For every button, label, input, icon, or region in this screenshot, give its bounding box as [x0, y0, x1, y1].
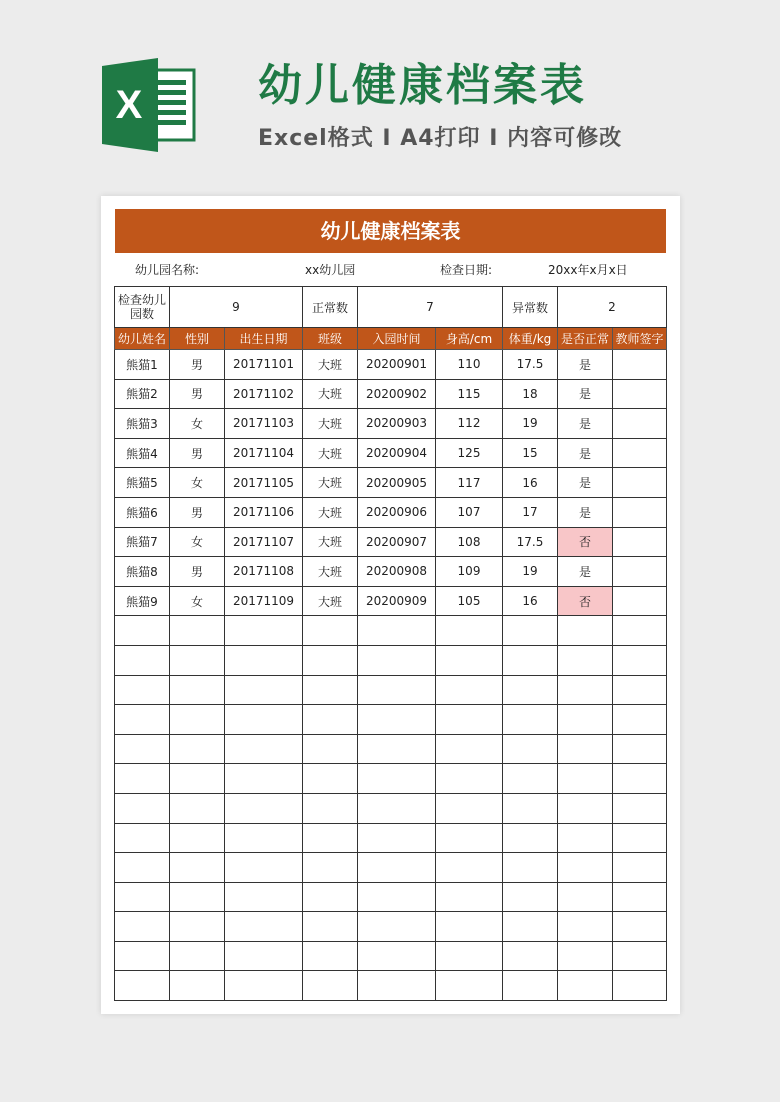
- kindergarten-name-value[interactable]: xx幼儿园: [305, 263, 356, 277]
- empty-cell[interactable]: [170, 823, 225, 853]
- empty-cell[interactable]: [358, 734, 436, 764]
- empty-cell[interactable]: [115, 912, 170, 942]
- empty-cell[interactable]: [436, 793, 503, 823]
- empty-cell[interactable]: [170, 853, 225, 883]
- empty-cell[interactable]: [358, 823, 436, 853]
- table-cell[interactable]: 大班: [303, 379, 358, 409]
- table-cell[interactable]: 熊猫2: [115, 379, 170, 409]
- table-cell[interactable]: [613, 350, 667, 380]
- empty-cell[interactable]: [436, 734, 503, 764]
- empty-cell[interactable]: [170, 705, 225, 735]
- table-cell[interactable]: 熊猫1: [115, 350, 170, 380]
- empty-cell[interactable]: [503, 971, 558, 1001]
- table-cell[interactable]: 110: [436, 350, 503, 380]
- empty-cell[interactable]: [613, 645, 667, 675]
- empty-table-row: [115, 616, 667, 646]
- empty-cell[interactable]: [303, 971, 358, 1001]
- column-header: 幼儿姓名: [115, 328, 170, 350]
- table-cell[interactable]: 20200906: [358, 497, 436, 527]
- table-cell[interactable]: [613, 379, 667, 409]
- check-date-value[interactable]: 20xx年x月x日: [548, 263, 628, 277]
- empty-cell[interactable]: [503, 764, 558, 794]
- empty-cell[interactable]: [558, 882, 613, 912]
- empty-table-row: [115, 823, 667, 853]
- empty-cell[interactable]: [436, 823, 503, 853]
- table-cell[interactable]: 20171102: [225, 379, 303, 409]
- empty-cell[interactable]: [225, 941, 303, 971]
- table-cell[interactable]: 否: [558, 586, 613, 616]
- table-cell[interactable]: 是: [558, 557, 613, 587]
- empty-table-row: [115, 675, 667, 705]
- summary-normal-label: 正常数: [303, 287, 358, 328]
- table-cell[interactable]: 125: [436, 438, 503, 468]
- table-cell[interactable]: 女: [170, 468, 225, 498]
- table-cell[interactable]: 16: [503, 468, 558, 498]
- empty-cell[interactable]: [303, 912, 358, 942]
- table-cell[interactable]: 男: [170, 557, 225, 587]
- table-cell[interactable]: 是: [558, 497, 613, 527]
- empty-cell[interactable]: [436, 853, 503, 883]
- table-cell[interactable]: 熊猫6: [115, 497, 170, 527]
- empty-cell[interactable]: [558, 941, 613, 971]
- health-record-table: [114, 286, 667, 1001]
- empty-table-row: [115, 734, 667, 764]
- table-cell[interactable]: 19: [503, 409, 558, 439]
- empty-cell[interactable]: [115, 941, 170, 971]
- table-cell[interactable]: 20200907: [358, 527, 436, 557]
- table-cell[interactable]: 大班: [303, 586, 358, 616]
- empty-cell[interactable]: [558, 853, 613, 883]
- empty-cell[interactable]: [115, 853, 170, 883]
- empty-cell[interactable]: [303, 675, 358, 705]
- empty-cell[interactable]: [558, 705, 613, 735]
- table-cell[interactable]: 否: [558, 527, 613, 557]
- empty-cell[interactable]: [558, 616, 613, 646]
- empty-cell[interactable]: [358, 941, 436, 971]
- empty-cell[interactable]: [170, 645, 225, 675]
- empty-cell[interactable]: [613, 853, 667, 883]
- empty-cell[interactable]: [503, 823, 558, 853]
- empty-cell[interactable]: [358, 764, 436, 794]
- table-cell[interactable]: 男: [170, 350, 225, 380]
- table-cell[interactable]: 是: [558, 468, 613, 498]
- table-cell[interactable]: 熊猫7: [115, 527, 170, 557]
- empty-cell[interactable]: [558, 971, 613, 1001]
- empty-cell[interactable]: [115, 882, 170, 912]
- table-row: [115, 527, 667, 557]
- table-cell[interactable]: 20171108: [225, 557, 303, 587]
- table-cell[interactable]: 17: [503, 497, 558, 527]
- table-cell[interactable]: 是: [558, 438, 613, 468]
- empty-cell[interactable]: [303, 616, 358, 646]
- table-cell[interactable]: [613, 468, 667, 498]
- table-cell[interactable]: 20200901: [358, 350, 436, 380]
- empty-cell[interactable]: [613, 823, 667, 853]
- empty-cell[interactable]: [225, 705, 303, 735]
- empty-cell[interactable]: [303, 823, 358, 853]
- empty-cell[interactable]: [358, 971, 436, 1001]
- empty-cell[interactable]: [303, 705, 358, 735]
- table-cell[interactable]: 20171107: [225, 527, 303, 557]
- summary-normal-value[interactable]: 7: [358, 287, 503, 328]
- svg-text:X: X: [115, 83, 143, 127]
- empty-cell[interactable]: [225, 853, 303, 883]
- kindergarten-name-label: 幼儿园名称:: [135, 263, 200, 277]
- empty-cell[interactable]: [115, 764, 170, 794]
- table-cell[interactable]: 20200904: [358, 438, 436, 468]
- sheet-title: 幼儿健康档案表: [115, 209, 666, 253]
- table-cell[interactable]: 17.5: [503, 350, 558, 380]
- empty-cell[interactable]: [303, 882, 358, 912]
- empty-cell[interactable]: [503, 645, 558, 675]
- empty-cell[interactable]: [436, 912, 503, 942]
- empty-cell[interactable]: [170, 734, 225, 764]
- table-cell[interactable]: 20200908: [358, 557, 436, 587]
- table-cell[interactable]: 男: [170, 379, 225, 409]
- table-cell[interactable]: 109: [436, 557, 503, 587]
- empty-cell[interactable]: [225, 734, 303, 764]
- empty-cell[interactable]: [170, 616, 225, 646]
- table-cell[interactable]: 20171105: [225, 468, 303, 498]
- empty-cell[interactable]: [170, 793, 225, 823]
- column-header: 体重/kg: [503, 328, 558, 350]
- summary-abnormal-label: 异常数: [503, 287, 558, 328]
- empty-cell[interactable]: [613, 734, 667, 764]
- table-cell[interactable]: 20171106: [225, 497, 303, 527]
- empty-table-row: [115, 882, 667, 912]
- empty-cell[interactable]: [613, 971, 667, 1001]
- table-cell[interactable]: [613, 497, 667, 527]
- empty-cell[interactable]: [225, 675, 303, 705]
- empty-cell[interactable]: [303, 734, 358, 764]
- table-cell[interactable]: 大班: [303, 409, 358, 439]
- check-date-label: 检查日期:: [440, 263, 493, 277]
- empty-cell[interactable]: [358, 675, 436, 705]
- table-cell[interactable]: 20171109: [225, 586, 303, 616]
- table-cell[interactable]: 熊猫8: [115, 557, 170, 587]
- table-cell[interactable]: 20171103: [225, 409, 303, 439]
- table-cell[interactable]: 男: [170, 497, 225, 527]
- empty-cell[interactable]: [503, 793, 558, 823]
- empty-cell[interactable]: [436, 616, 503, 646]
- empty-cell[interactable]: [558, 912, 613, 942]
- empty-cell[interactable]: [503, 853, 558, 883]
- empty-cell[interactable]: [613, 616, 667, 646]
- empty-cell[interactable]: [225, 645, 303, 675]
- column-header: 入园时间: [358, 328, 436, 350]
- empty-cell[interactable]: [503, 882, 558, 912]
- table-cell[interactable]: 18: [503, 379, 558, 409]
- table-cell[interactable]: 熊猫5: [115, 468, 170, 498]
- table-cell[interactable]: 20171101: [225, 350, 303, 380]
- empty-cell[interactable]: [303, 793, 358, 823]
- empty-cell[interactable]: [303, 764, 358, 794]
- table-cell[interactable]: [613, 438, 667, 468]
- table-cell[interactable]: 大班: [303, 557, 358, 587]
- empty-cell[interactable]: [436, 675, 503, 705]
- empty-cell[interactable]: [225, 823, 303, 853]
- empty-cell[interactable]: [613, 941, 667, 971]
- empty-table-row: [115, 853, 667, 883]
- empty-cell[interactable]: [503, 734, 558, 764]
- empty-cell[interactable]: [358, 853, 436, 883]
- empty-cell[interactable]: [225, 616, 303, 646]
- table-cell[interactable]: 17.5: [503, 527, 558, 557]
- empty-cell[interactable]: [436, 764, 503, 794]
- empty-cell[interactable]: [170, 675, 225, 705]
- empty-cell[interactable]: [170, 941, 225, 971]
- empty-cell[interactable]: [115, 616, 170, 646]
- empty-cell[interactable]: [558, 675, 613, 705]
- table-cell[interactable]: [613, 409, 667, 439]
- empty-cell[interactable]: [436, 645, 503, 675]
- summary-row: [115, 287, 667, 328]
- empty-cell[interactable]: [613, 675, 667, 705]
- empty-table-row: [115, 941, 667, 971]
- table-cell[interactable]: 20200909: [358, 586, 436, 616]
- table-cell[interactable]: 熊猫9: [115, 586, 170, 616]
- empty-cell[interactable]: [503, 705, 558, 735]
- empty-cell[interactable]: [613, 793, 667, 823]
- table-cell[interactable]: 20200905: [358, 468, 436, 498]
- table-cell[interactable]: [613, 527, 667, 557]
- empty-cell[interactable]: [225, 912, 303, 942]
- table-cell[interactable]: 112: [436, 409, 503, 439]
- empty-table-row: [115, 645, 667, 675]
- page-subtitle: Excel格式 I A4打印 I 内容可修改: [258, 126, 623, 151]
- empty-cell[interactable]: [170, 764, 225, 794]
- table-row: [115, 497, 667, 527]
- empty-cell[interactable]: [225, 793, 303, 823]
- table-row: [115, 557, 667, 587]
- empty-cell[interactable]: [303, 645, 358, 675]
- empty-cell[interactable]: [115, 823, 170, 853]
- empty-table-row: [115, 793, 667, 823]
- empty-cell[interactable]: [613, 912, 667, 942]
- table-cell[interactable]: [613, 586, 667, 616]
- excel-icon: [100, 56, 198, 154]
- empty-cell[interactable]: [558, 823, 613, 853]
- empty-cell[interactable]: [558, 734, 613, 764]
- table-cell[interactable]: 熊猫3: [115, 409, 170, 439]
- empty-cell[interactable]: [436, 941, 503, 971]
- empty-cell[interactable]: [115, 645, 170, 675]
- table-cell[interactable]: 大班: [303, 468, 358, 498]
- empty-cell[interactable]: [225, 764, 303, 794]
- table-cell[interactable]: 女: [170, 586, 225, 616]
- table-cell[interactable]: 大班: [303, 350, 358, 380]
- table-cell[interactable]: 19: [503, 557, 558, 587]
- table-cell[interactable]: 20200903: [358, 409, 436, 439]
- table-row: [115, 438, 667, 468]
- empty-cell[interactable]: [436, 705, 503, 735]
- table-cell[interactable]: 105: [436, 586, 503, 616]
- empty-cell[interactable]: [436, 882, 503, 912]
- summary-count-value[interactable]: 9: [170, 287, 303, 328]
- empty-cell[interactable]: [115, 793, 170, 823]
- column-header: 是否正常: [558, 328, 613, 350]
- table-row: [115, 379, 667, 409]
- empty-cell[interactable]: [558, 764, 613, 794]
- empty-cell[interactable]: [613, 705, 667, 735]
- empty-cell[interactable]: [503, 912, 558, 942]
- empty-cell[interactable]: [358, 912, 436, 942]
- table-cell[interactable]: 熊猫4: [115, 438, 170, 468]
- table-row: [115, 586, 667, 616]
- table-row: [115, 350, 667, 380]
- table-cell[interactable]: 15: [503, 438, 558, 468]
- column-header: 出生日期: [225, 328, 303, 350]
- table-row: [115, 468, 667, 498]
- table-cell[interactable]: 男: [170, 438, 225, 468]
- empty-cell[interactable]: [303, 941, 358, 971]
- empty-cell[interactable]: [115, 971, 170, 1001]
- empty-cell[interactable]: [170, 912, 225, 942]
- table-cell[interactable]: 大班: [303, 438, 358, 468]
- table-cell[interactable]: 107: [436, 497, 503, 527]
- empty-cell[interactable]: [503, 675, 558, 705]
- empty-cell[interactable]: [170, 882, 225, 912]
- column-header: 性别: [170, 328, 225, 350]
- empty-cell[interactable]: [358, 645, 436, 675]
- table-cell[interactable]: 大班: [303, 527, 358, 557]
- empty-cell[interactable]: [503, 941, 558, 971]
- empty-cell[interactable]: [115, 705, 170, 735]
- column-header: 班级: [303, 328, 358, 350]
- empty-cell[interactable]: [436, 971, 503, 1001]
- empty-cell[interactable]: [558, 793, 613, 823]
- empty-cell[interactable]: [358, 882, 436, 912]
- empty-cell[interactable]: [303, 853, 358, 883]
- table-cell[interactable]: 女: [170, 409, 225, 439]
- empty-cell[interactable]: [225, 971, 303, 1001]
- empty-cell[interactable]: [358, 616, 436, 646]
- empty-cell[interactable]: [225, 882, 303, 912]
- column-header: 教师签字: [613, 328, 667, 350]
- table-cell[interactable]: 20171104: [225, 438, 303, 468]
- table-cell[interactable]: 20200902: [358, 379, 436, 409]
- table-cell[interactable]: 是: [558, 350, 613, 380]
- table-cell[interactable]: 115: [436, 379, 503, 409]
- empty-cell[interactable]: [115, 675, 170, 705]
- table-cell[interactable]: 大班: [303, 497, 358, 527]
- empty-cell[interactable]: [558, 645, 613, 675]
- table-cell[interactable]: 117: [436, 468, 503, 498]
- table-cell[interactable]: 是: [558, 409, 613, 439]
- empty-table-row: [115, 971, 667, 1001]
- empty-table-row: [115, 912, 667, 942]
- summary-abnormal-value[interactable]: 2: [558, 287, 667, 328]
- empty-cell[interactable]: [503, 616, 558, 646]
- empty-cell[interactable]: [170, 971, 225, 1001]
- empty-cell[interactable]: [613, 882, 667, 912]
- table-cell[interactable]: 是: [558, 379, 613, 409]
- empty-table-row: [115, 705, 667, 735]
- page-title: 幼儿健康档案表: [258, 60, 587, 111]
- empty-cell[interactable]: [358, 705, 436, 735]
- empty-cell[interactable]: [613, 764, 667, 794]
- table-row: [115, 409, 667, 439]
- table-cell[interactable]: 女: [170, 527, 225, 557]
- summary-count-label: 检查幼儿园数: [115, 287, 170, 328]
- table-cell[interactable]: 108: [436, 527, 503, 557]
- empty-cell[interactable]: [358, 793, 436, 823]
- empty-cell[interactable]: [115, 734, 170, 764]
- empty-table-row: [115, 764, 667, 794]
- table-cell[interactable]: [613, 557, 667, 587]
- table-cell[interactable]: 16: [503, 586, 558, 616]
- column-header-row: [115, 328, 667, 350]
- column-header: 身高/cm: [436, 328, 503, 350]
